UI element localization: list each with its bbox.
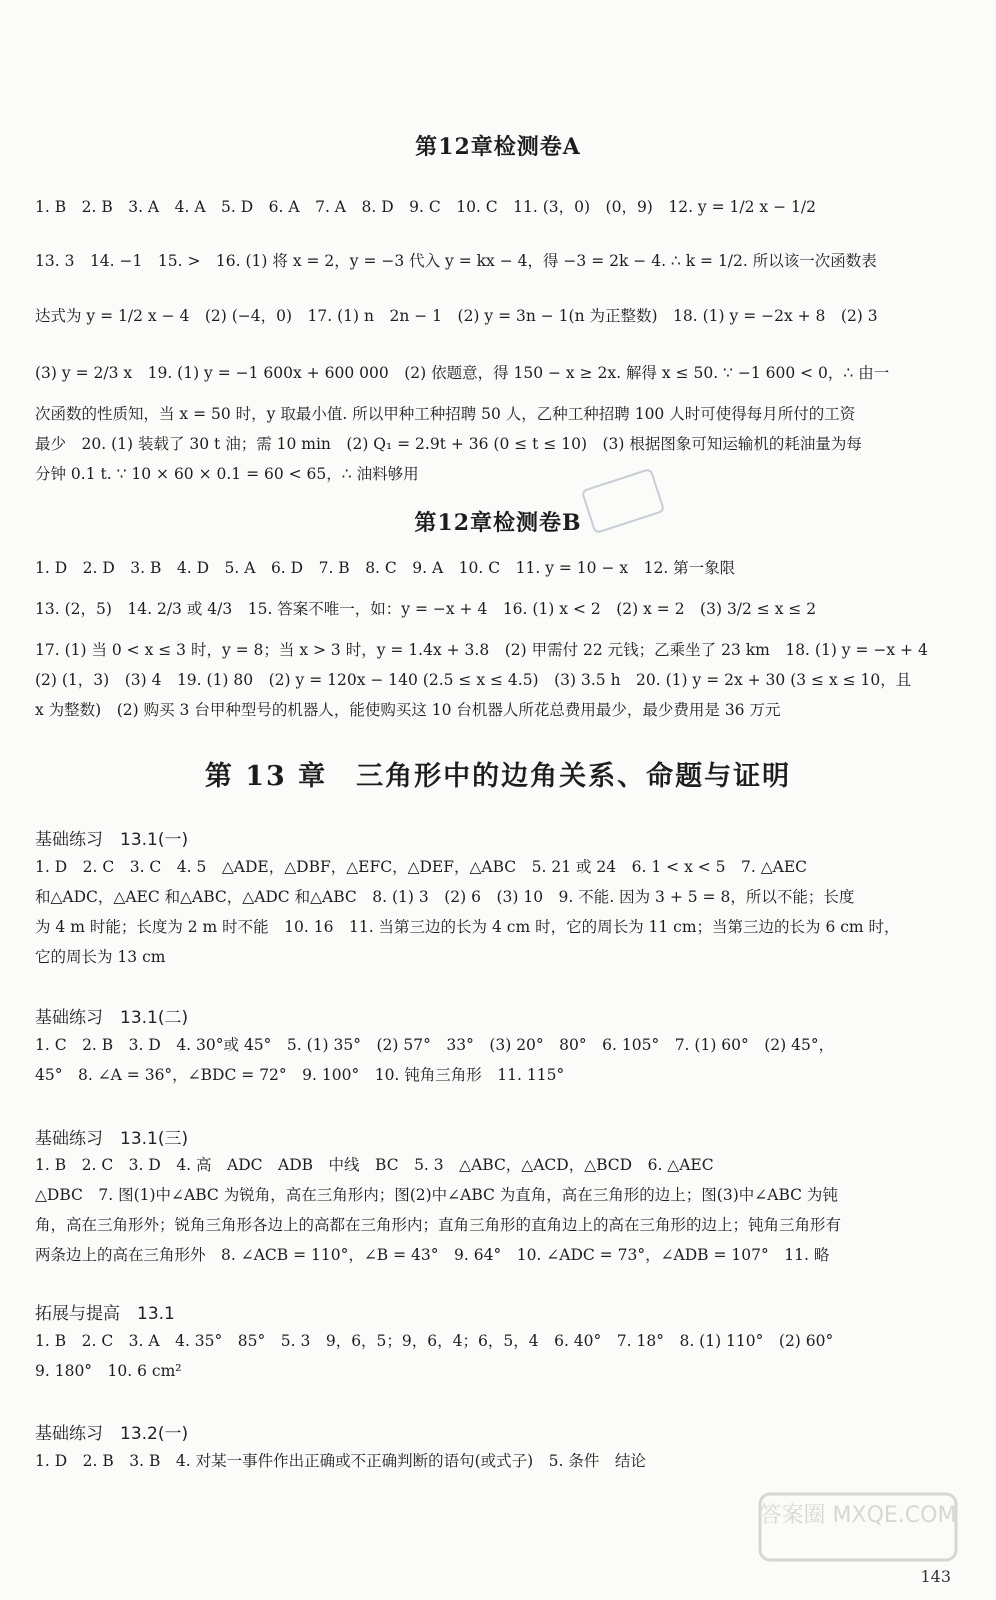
answer-line: 1. D 2. B 3. B 4. 对某一事件作出正确或不正确判断的语句(或式子) 5. 条件 结论	[35, 1452, 646, 1470]
answer-line: 和△ADC，△AEC 和△ABC，△ADC 和△ABC 8. (1) 3 (2) 6 (3) 10 9. 不能. 因为 3 + 5 = 8，所以不能；长度	[35, 888, 855, 906]
answer-line: 达式为 y = 1/2 x − 4 (2) (−4，0) 17. (1) n 2n − 1 (2) y = 3n − 1(n 为正整数) 18. (1) y = −2x + 8 (2) 3	[35, 307, 878, 325]
answer-line: 45° 8. ∠A = 36°，∠BDC = 72° 9. 100° 10. 钝角三角形 11. 115°	[35, 1066, 565, 1084]
answer-line: x 为整数) (2) 购买 3 台甲种型号的机器人，能使购买这 10 台机器人所花总费用最少，最少费用是 36 万元	[35, 701, 781, 719]
block-heading: 基础练习 13.1(三)	[35, 1129, 189, 1149]
answer-line: 13. (2，5) 14. 2/3 或 4/3 15. 答案不唯一，如：y = −x + 4 16. (1) x < 2 (2) x = 2 (3) 3/2 ≤ x ≤ 2	[35, 600, 817, 618]
answer-line: 两条边上的高在三角形外 8. ∠ACB = 110°，∠B = 43° 9. 64° 10. ∠ADC = 73°，∠ADB = 107° 11. 略	[35, 1246, 830, 1264]
answer-line: 最少 20. (1) 装载了 30 t 油；需 10 min (2) Q₁ = 2.9t + 36 (0 ≤ t ≤ 10) (3) 根据图象可知运输机的耗油量为每	[35, 435, 862, 453]
answer-line: 1. B 2. C 3. D 4. 高 ADC ADB 中线 BC 5. 3 △ABC，△ACD，△BCD 6. △AEC	[35, 1156, 714, 1174]
watermark-logo-icon	[758, 1492, 958, 1562]
answer-line: 分钟 0.1 t. ∵ 10 × 60 × 0.1 = 60 < 65，∴ 油料够用	[35, 465, 419, 483]
block-heading: 拓展与提高 13.1	[35, 1304, 175, 1324]
chapter-13-title: 第 13 章 三角形中的边角关系、命题与证明	[204, 761, 792, 792]
answer-line: 1. C 2. B 3. D 4. 30°或 45° 5. (1) 35° (2) 57° 33° (3) 20° 80° 6. 105° 7. (1) 60° (2) 45°，	[35, 1036, 835, 1054]
answer-line: 它的周长为 13 cm	[35, 948, 166, 966]
answer-line: 13. 3 14. −1 15. > 16. (1) 将 x = 2，y = −3 代入 y = kx − 4，得 −3 = 2k − 4. ∴ k = 1/2. 所以该一次函数表	[35, 252, 877, 270]
answer-line: (2) (1，3) (3) 4 19. (1) 80 (2) y = 120x − 140 (2.5 ≤ x ≤ 4.5) (3) 3.5 h 20. (1) y = 2x + 30 (3 ≤ x ≤ 10，且	[35, 671, 912, 689]
section-b-title: 第12章检测卷B	[414, 510, 582, 536]
block-heading: 基础练习 13.1(二)	[35, 1008, 189, 1028]
block-heading: 基础练习 13.1(一)	[35, 830, 189, 850]
answer-line: 为 4 m 时能；长度为 2 m 时不能 10. 16 11. 当第三边的长为 4 cm 时，它的周长为 11 cm；当第三边的长为 6 cm 时，	[35, 918, 900, 936]
answer-line: 17. (1) 当 0 < x ≤ 3 时，y = 8；当 x > 3 时，y = 1.4x + 3.8 (2) 甲需付 22 元钱；乙乘坐了 23 km 18. (1) y = −x + 4	[35, 641, 928, 659]
answer-line: 角，高在三角形外；锐角三角形各边上的高都在三角形内；直角三角形的直角边上的高在三角形的边上；钝角三角形有	[35, 1216, 842, 1234]
answer-line: 次函数的性质知，当 x = 50 时，y 取最小值. 所以甲种工种招聘 50 人，乙种工种招聘 100 人时可使得每月所付的工资	[35, 405, 856, 423]
answer-line: 1. B 2. C 3. A 4. 35° 85° 5. 3 9，6，5；9，6，4；6，5，4 6. 40° 7. 18° 8. (1) 110° (2) 60°	[35, 1332, 834, 1350]
section-a-title: 第12章检测卷A	[415, 134, 581, 160]
answer-line: 1. D 2. C 3. C 4. 5 △ADE，△DBF，△EFC，△DEF，△ABC 5. 21 或 24 6. 1 < x < 5 7. △AEC	[35, 858, 808, 876]
answer-line: 1. D 2. D 3. B 4. D 5. A 6. D 7. B 8. C 9. A 10. C 11. y = 10 − x 12. 第一象限	[35, 559, 736, 577]
block-heading: 基础练习 13.2(一)	[35, 1424, 189, 1444]
answer-line: 1. B 2. B 3. A 4. A 5. D 6. A 7. A 8. D 9. C 10. C 11. (3，0) (0，9) 12. y = 1/2 x − 1/2	[35, 198, 816, 216]
watermark-text: 答案圈 MXQE.COM	[759, 1503, 957, 1528]
page-number: 143	[920, 1567, 951, 1586]
answer-line: (3) y = 2/3 x 19. (1) y = −1 600x + 600 000 (2) 依题意，得 150 − x ≥ 2x. 解得 x ≤ 50. ∵ −1 600 < 0，∴ 由一	[35, 364, 890, 382]
answer-line: 9. 180° 10. 6 cm²	[35, 1362, 182, 1380]
answer-line: △DBC 7. 图(1)中∠ABC 为锐角，高在三角形内；图(2)中∠ABC 为直角，高在三角形的边上；图(3)中∠ABC 为钝	[35, 1186, 838, 1204]
